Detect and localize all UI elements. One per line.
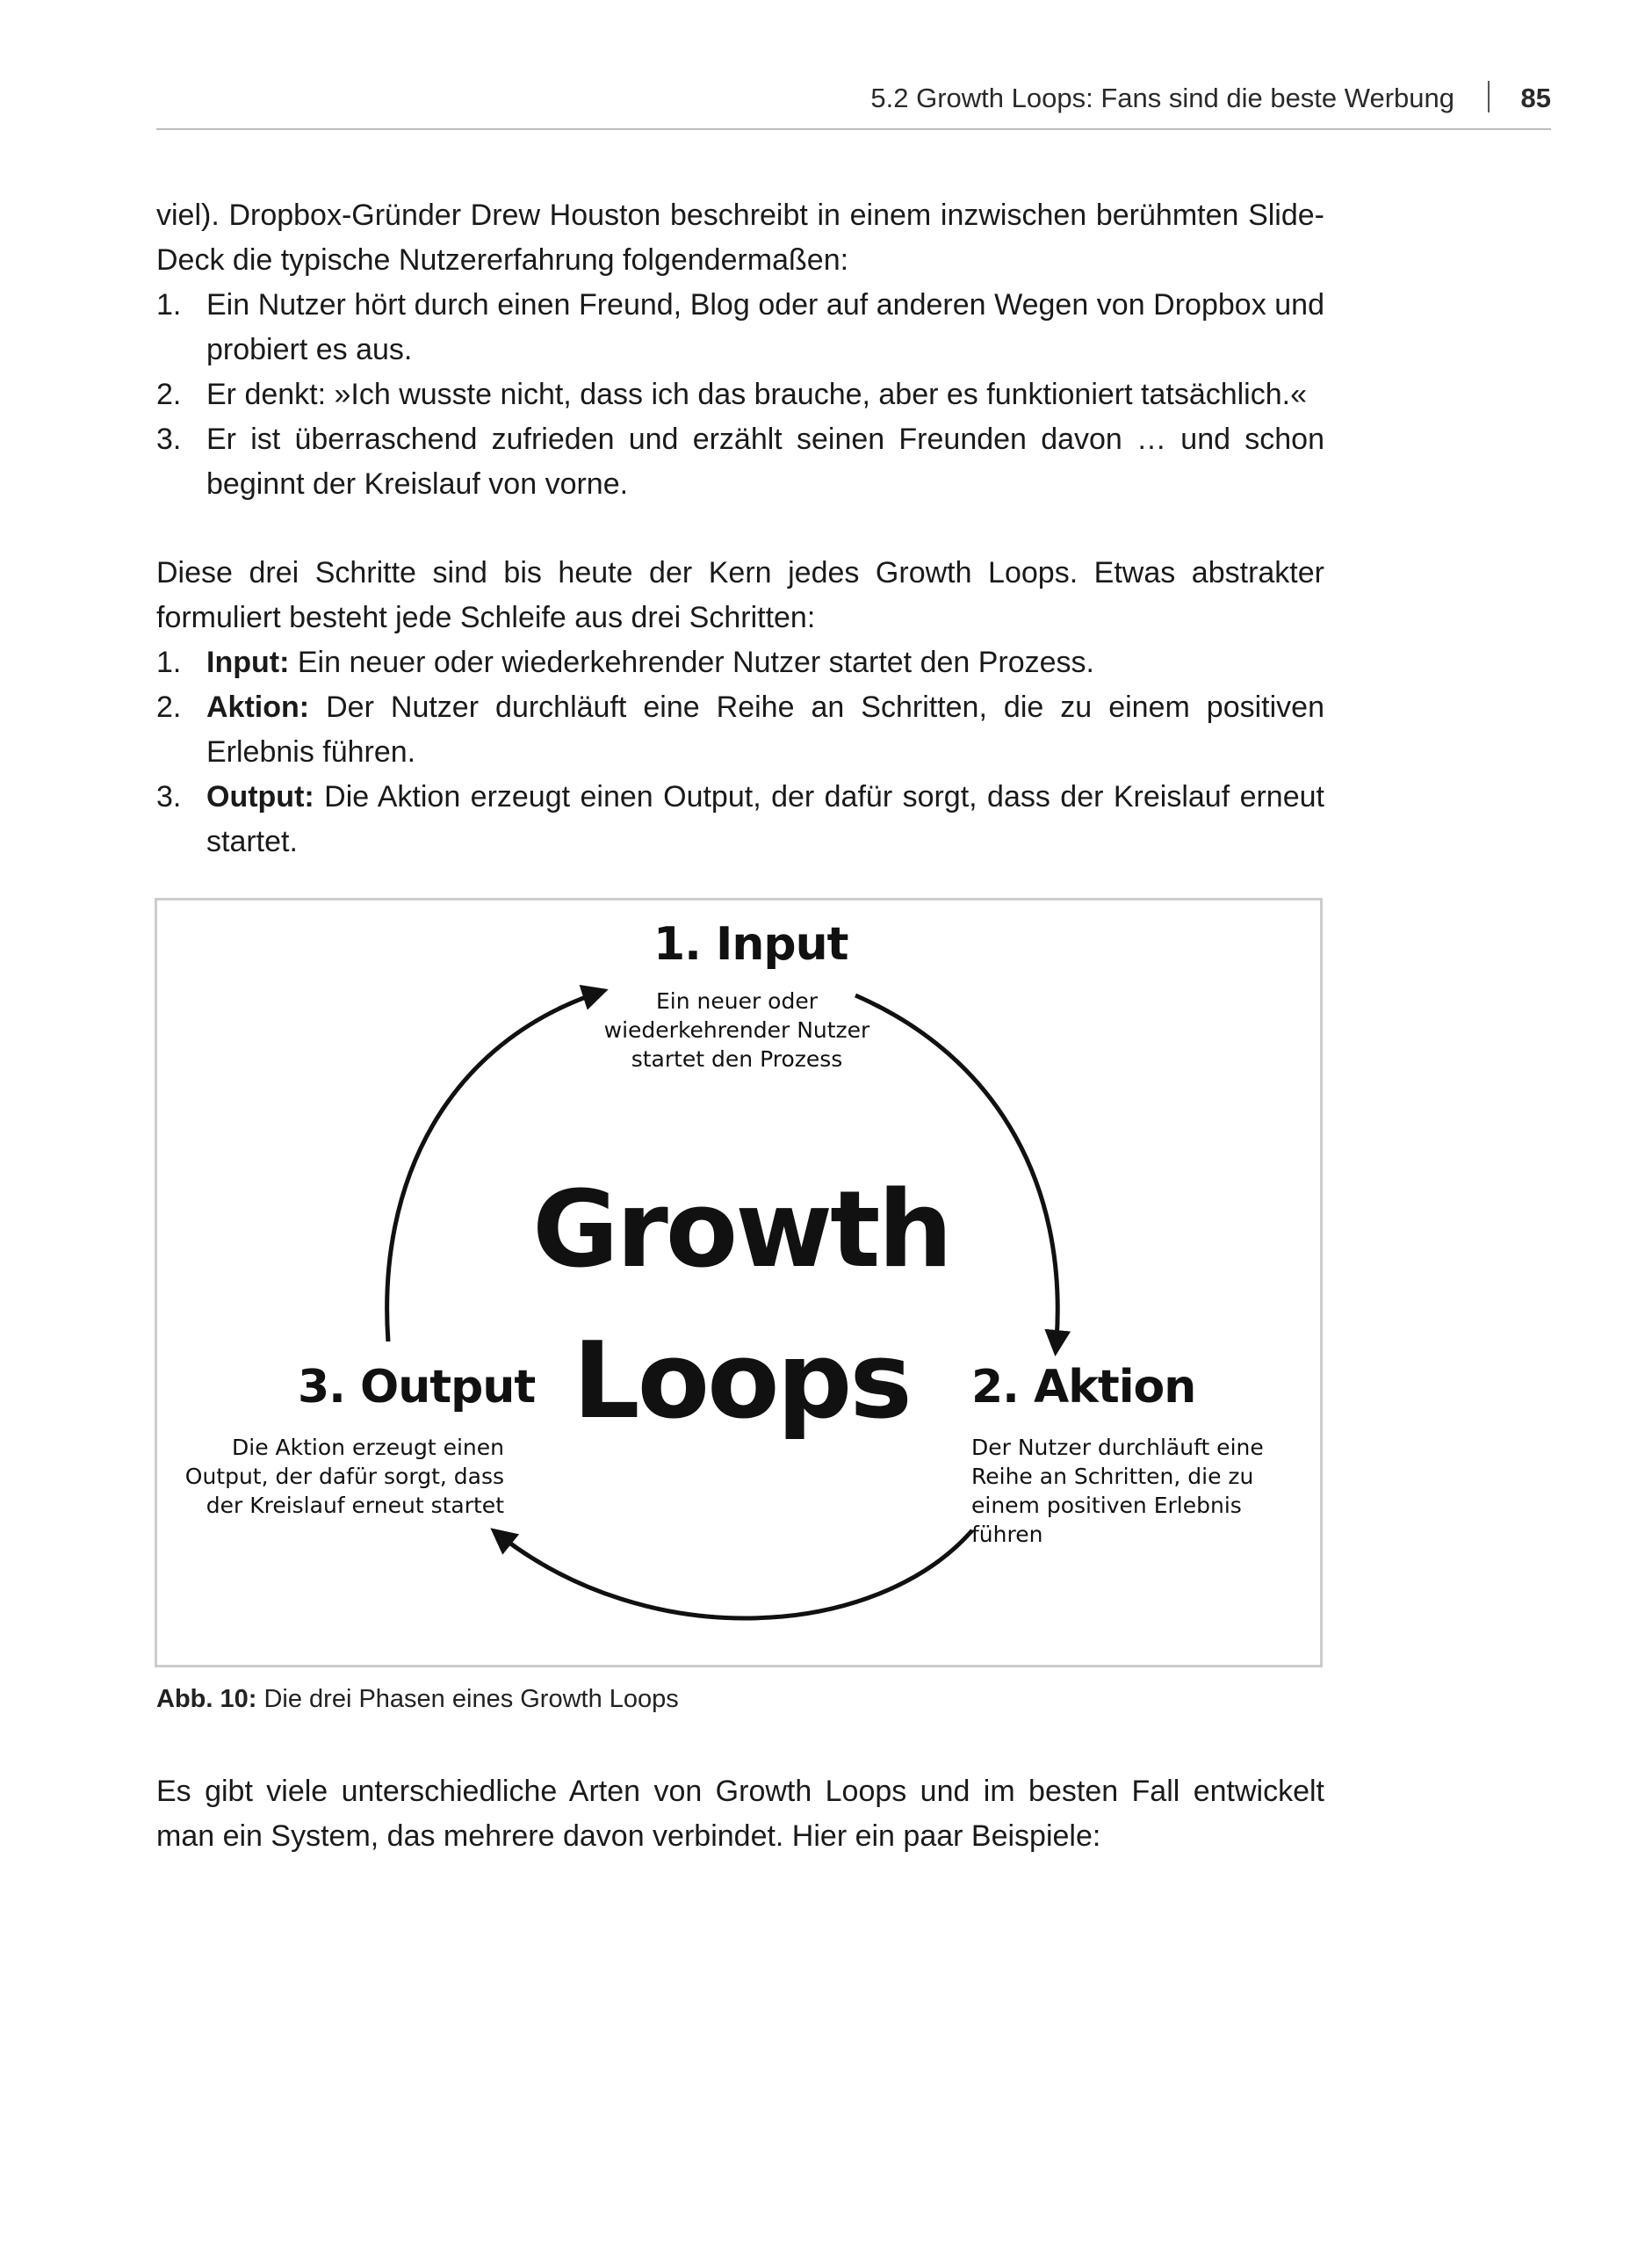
output-description — [175, 1433, 504, 1520]
desc-line: der Kreislauf erneut startet — [206, 1493, 504, 1518]
arrow-aktion-to-output — [494, 1530, 972, 1618]
list-number: 2. — [156, 378, 182, 411]
center-line: Loops — [573, 1320, 910, 1443]
center-title — [478, 1155, 1005, 1457]
closing-section — [156, 1769, 1324, 1859]
step-label: Input: — [206, 646, 290, 679]
list-number: 3. — [156, 423, 182, 456]
desc-line: Reihe an Schritten, die zu — [971, 1464, 1254, 1489]
list-item — [156, 417, 1324, 507]
list-text: Der Nutzer durchläuft eine Reihe an Schritten, die zu einem positiven Erlebnis führen. — [206, 691, 1324, 769]
desc-line: Die Aktion erzeugt einen — [232, 1435, 504, 1460]
desc-line: wiederkehrender Nutzer — [603, 1017, 870, 1043]
list-number: 1. — [156, 288, 182, 322]
desc-line: Der Nutzer durchläuft eine — [971, 1435, 1264, 1460]
closing-paragraph: Es gibt viele unterschiedliche Arten von Growth Loops und im besten Fall entwickelt man ein System, das mehrere davon verbindet. Hier ein paar Beispiele: — [156, 1775, 1324, 1853]
desc-line: Ein neuer oder — [655, 988, 819, 1014]
list-number: 2. — [156, 691, 182, 724]
input-description — [561, 987, 913, 1074]
dropbox-steps-list — [156, 283, 1324, 507]
list-number: 3. — [156, 780, 182, 814]
step-label: Output: — [206, 780, 314, 814]
list-text: Er ist überraschend zufrieden und erzählt seinen Freunden davon … und schon beginnt der Kreislauf von vorne. — [206, 423, 1324, 501]
running-title: 5.2 Growth Loops: Fans sind die beste Werbung — [870, 83, 1454, 113]
center-line: Growth — [532, 1169, 950, 1291]
list-item — [156, 685, 1324, 775]
growth-loops-figure — [155, 898, 1323, 1667]
list-text: Die Aktion erzeugt einen Output, der dafür sorgt, dass der Kreislauf erneut startet. — [206, 780, 1324, 858]
input-title: 1. Input — [653, 918, 848, 971]
loop-section — [156, 551, 1324, 864]
list-text: Ein Nutzer hört durch einen Freund, Blog oder auf anderen Wegen von Dropbox und probiert es aus. — [206, 288, 1324, 366]
desc-line: startet den Prozess — [631, 1046, 843, 1072]
aktion-title: 2. Aktion — [971, 1361, 1196, 1414]
figure-caption — [156, 1685, 679, 1714]
desc-line: einem positiven Erlebnis führen — [971, 1493, 1242, 1547]
caption-text: Die drei Phasen eines Growth Loops — [263, 1685, 679, 1713]
output-title: 3. Output — [298, 1361, 536, 1414]
desc-line: Output, der dafür sorgt, dass — [184, 1464, 504, 1489]
step-label: Aktion: — [206, 691, 310, 724]
list-number: 1. — [156, 646, 182, 679]
loop-steps-list — [156, 640, 1324, 864]
caption-label: Abb. 10: — [156, 1685, 257, 1713]
list-item — [156, 372, 1324, 417]
list-text: Ein neuer oder wiederkehrender Nutzer startet den Prozess. — [297, 646, 1095, 679]
list-item — [156, 775, 1324, 864]
header-separator — [1488, 81, 1490, 112]
intro-paragraph: viel). Dropbox-Gründer Drew Houston beschreibt in einem inzwischen berühmten Slide-Deck die typische Nutzererfahrung folgendermaßen: — [156, 199, 1324, 277]
intro-section — [156, 193, 1324, 507]
list-text: Er denkt: »Ich wusste nicht, dass ich das brauche, aber es funktioniert tatsächlich.« — [206, 378, 1308, 411]
page-number: 85 — [1520, 83, 1551, 113]
list-item — [156, 640, 1324, 685]
aktion-description — [971, 1433, 1314, 1549]
running-header — [156, 81, 1551, 130]
loop-paragraph: Diese drei Schritte sind bis heute der Kern jedes Growth Loops. Etwas abstrakter formuliert besteht jede Schleife aus drei Schritten: — [156, 556, 1324, 634]
list-item — [156, 283, 1324, 372]
